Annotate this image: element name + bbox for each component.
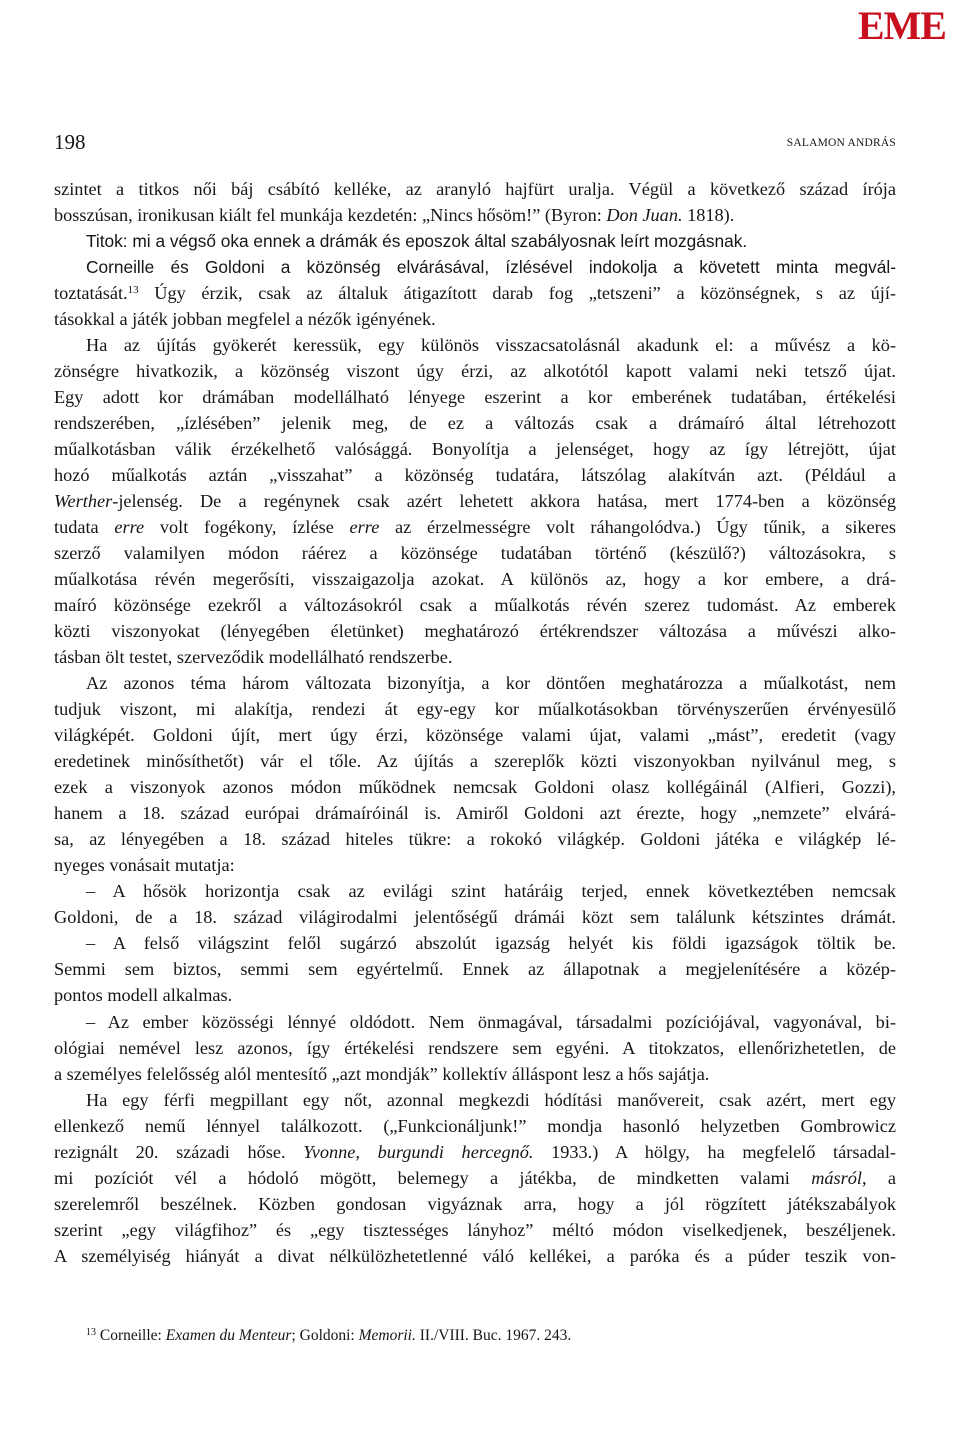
text-line <box>54 852 896 878</box>
page-header <box>54 128 896 160</box>
text-segment: A személyiség hiányát a divat nélkülözhetetlenné váló kellékei, a paróka és a púder teszik von- <box>54 1245 896 1266</box>
text-segment: szerző valamilyen módon ráérez a közönsége tudatában történő (készülő?) változásokra, s <box>54 543 896 564</box>
text-line <box>54 176 896 202</box>
italic-text: Don Juan. <box>606 205 683 226</box>
footnote-ref: 13 <box>127 284 139 297</box>
text-line <box>54 644 896 670</box>
text-line <box>54 1035 896 1061</box>
body-text <box>54 176 896 1269</box>
text-line <box>54 462 896 488</box>
text-line <box>54 306 896 332</box>
text-segment: nyeges vonásait mutatja: <box>54 855 235 876</box>
text-segment: zönségre hivatkozik, a közönség viszont úgy érzi, az alkotótól kapott valami neki tetsző újat. <box>54 361 896 382</box>
text-line <box>54 436 896 462</box>
text-line <box>54 878 896 904</box>
text-segment: Goldoni, de a 18. század világirodalmi jelentőségű drámái közt sem találunk kétszintes drámát. <box>54 907 896 928</box>
text-line <box>54 774 896 800</box>
text-segment: mi pozíciót vél a hódoló mögött, belemegy a játékba, de mindketten valami <box>54 1167 812 1188</box>
text-line <box>54 826 896 852</box>
text-line <box>54 202 896 228</box>
text-segment: toztatását. <box>54 283 128 304</box>
text-segment: eredetinek minősíthetőt) vár el tőle. Az újítás a szereplők közti viszonyokban nyilvánul meg, s <box>54 751 896 772</box>
text-line <box>54 904 896 930</box>
text-line <box>54 930 896 956</box>
text-segment: szerint „egy világfihoz” és „egy tisztességes lányhoz” méltó módon viselkedjenek, beszéljenek. <box>54 1219 896 1240</box>
footnote-number: 13 <box>86 1327 96 1338</box>
text-line <box>54 956 896 982</box>
text-segment: tásban ölt testet, szerveződik modellálható rendszerbe. <box>54 647 453 668</box>
text-line <box>54 540 896 566</box>
text-segment: 1818). <box>682 205 735 226</box>
text-line <box>54 358 896 384</box>
text-line <box>54 982 896 1008</box>
text-segment: ; Goldoni: <box>291 1327 359 1344</box>
text-line <box>54 1139 896 1165</box>
text-line <box>54 592 896 618</box>
text-segment: szerelemről beszélnek. Közben gondosan vigyáznak arra, hogy a jól rögzített játékszabályok <box>54 1193 896 1214</box>
text-line <box>54 1243 896 1269</box>
text-segment: pontos modell alkalmas. <box>54 985 233 1006</box>
text-segment: Úgy érzik, csak az általuk átigazított darab fog „tetszeni” a közönségnek, s az újí- <box>138 283 896 304</box>
text-segment: műalkotásban válik érzékelhető valósággá. Bonyolítja a jelenséget, hogy az így létrejött, újat <box>54 439 896 460</box>
text-segment: volt fogékony, ízlése <box>144 517 350 538</box>
text-line <box>54 1191 896 1217</box>
text-segment: ellenkező nemű lénnyel találkozott. („Funkcionáljunk!” mondja hasonló helyzetben Gombrowicz <box>54 1115 896 1136</box>
text-segment: -jelenség. De a regénynek csak azért lehetett akkora hatása, mert 1774-ben a közönség <box>112 491 896 512</box>
text-segment: világképét. Goldoni újít, mert úgy érzi, közönsége valami újat, valami „mást”, eredetit (vagy <box>54 725 896 746</box>
text-line <box>54 280 896 306</box>
running-head-author: SALAMON ANDRÁS <box>786 137 896 149</box>
text-segment: bosszúsan, ironikusan kiált fel munkája kezdetén: „Nincs hősöm!” (Byron: <box>54 205 607 226</box>
text-segment: Titok: mi a végső oka ennek a drámák és eposzok által szabályosnak leírt mozgásnak. <box>86 231 748 252</box>
text-line <box>54 800 896 826</box>
italic-text: másról <box>811 1167 862 1188</box>
text-segment: , a <box>862 1167 896 1188</box>
italic-text: erre <box>349 517 380 538</box>
italic-text: Memorii. <box>358 1327 416 1344</box>
text-segment: műalkotása révén megerősíti, visszaigazolja azokat. A különös az, hogy a kor embere, a drá- <box>54 569 896 590</box>
text-segment: ezek a viszonyok azonos módon működnek nemcsak Goldoni olasz kollégáinál (Alfieri, Gozzi), <box>54 777 896 798</box>
text-segment: Ha az újítás gyökerét keressük, egy különös visszacsatolásnál akadunk el: a művész a kö- <box>86 335 896 356</box>
text-segment: a személyes felelősség alól mentesítő „azt mondják” kollektív álláspont lesz a hős sajátja. <box>54 1063 710 1084</box>
text-segment: rendszerében, „ízlésében” jelenik meg, de ez a változás csak a drámaíró által létrehozott <box>54 413 896 434</box>
italic-text: Examen du Menteur <box>165 1327 292 1344</box>
text-segment: hozó műalkotás aztán „visszahat” a közönség tudatára, látszólag alakítván azt. (Például a <box>54 465 896 486</box>
publisher-logo: EME <box>857 3 946 48</box>
text-segment: Corneille: <box>96 1327 166 1344</box>
text-segment: közti viszonyokat (lényegében életünket) meghatározó értékrendszer változása a művészi alko- <box>54 621 896 642</box>
text-line <box>54 566 896 592</box>
text-line <box>54 488 896 514</box>
text-segment: Semmi sem biztos, semmi sem egyértelmű. Ennek az állapotnak a megjelenítésére a közép- <box>54 959 896 980</box>
text-segment: rezignált 20. századi hőse. <box>54 1141 304 1162</box>
italic-text: Werther <box>54 491 113 512</box>
text-line <box>54 410 896 436</box>
text-line <box>54 1217 896 1243</box>
text-line <box>54 748 896 774</box>
text-segment: Corneille és Goldoni a közönség elvárásával, ízlésével indokolja a követett minta megvál- <box>86 257 896 278</box>
text-line <box>54 514 896 540</box>
italic-text: Yvonne, burgundi hercegnő. <box>303 1141 534 1162</box>
text-segment: szintet a titkos női báj csábító kelléke, az aranyló hajfürt uralja. Végül a következő század írója <box>54 179 896 199</box>
italic-text: erre <box>114 517 145 538</box>
text-line <box>54 1113 896 1139</box>
text-line <box>54 1165 896 1191</box>
page-number: 198 <box>54 130 86 154</box>
text-segment: Az azonos téma három változata bizonyítja, a kor döntően meghatározza a műalkotást, nem <box>86 673 896 694</box>
text-segment: tásokkal a játék jobban megfelel a nézők igényének. <box>54 309 436 330</box>
text-segment: az érzelmességre volt ráhangolódva.) Úgy tűnik, a sikeres <box>379 517 896 538</box>
text-segment: sa, az lényegében a 18. század hiteles tükre: a rokokó világkép. Goldoni játéka e világkép lé- <box>54 829 896 850</box>
text-segment: tudjuk viszont, mi alakítja, rendezi át egy-egy kor műalkotásokban törvényszerűen érvényesülő <box>54 699 896 720</box>
text-segment: 1933.) A hölgy, ha megfelelő társadal- <box>533 1141 896 1162</box>
text-segment: – A hősök horizontja csak az evilági szint határáig terjed, ennek következtében nemcsak <box>86 881 896 902</box>
text-segment: maíró közönsége ezekről a változásokról csak a műalkotás révén szerez tudomást. Az emberek <box>54 595 896 616</box>
text-line <box>54 254 896 280</box>
text-segment: tudata <box>54 517 115 538</box>
text-line <box>54 228 896 254</box>
text-segment: ológiai nemével lesz azonos, így értékelési rendszere sem egyéni. A titokzatos, ellenőrizhetetlen, de <box>54 1037 896 1058</box>
text-line <box>54 722 896 748</box>
text-segment: – A felső világszint felől sugárzó abszolút igazság helyét kis földi igazságok töltik be. <box>86 933 896 954</box>
text-line <box>54 696 896 722</box>
text-segment: Egy adott kor drámában modellálható lényege eszerint a kor emberének tudatában, értékelési <box>54 387 896 408</box>
text-line <box>54 384 896 410</box>
text-segment: hanem a 18. század európai drámaíróinál is. Amiről Goldoni azt érezte, hogy „nemzete” elvárá- <box>54 803 896 824</box>
text-segment: Ha egy férfi megpillant egy nőt, azonnal megkezdi hódítási manővereit, csak azért, mert egy <box>86 1089 896 1110</box>
text-line <box>54 1061 896 1087</box>
text-line <box>54 670 896 696</box>
text-segment: II./VIII. Buc. 1967. 243. <box>415 1327 572 1344</box>
text-line <box>54 332 896 358</box>
text-line <box>54 1009 896 1035</box>
footnote <box>86 1325 906 1347</box>
text-line <box>54 618 896 644</box>
text-line <box>54 1087 896 1113</box>
text-segment: – Az ember közösségi lénnyé oldódott. Nem önmagával, társadalmi pozíciójával, vagyonával, bi- <box>86 1011 896 1032</box>
